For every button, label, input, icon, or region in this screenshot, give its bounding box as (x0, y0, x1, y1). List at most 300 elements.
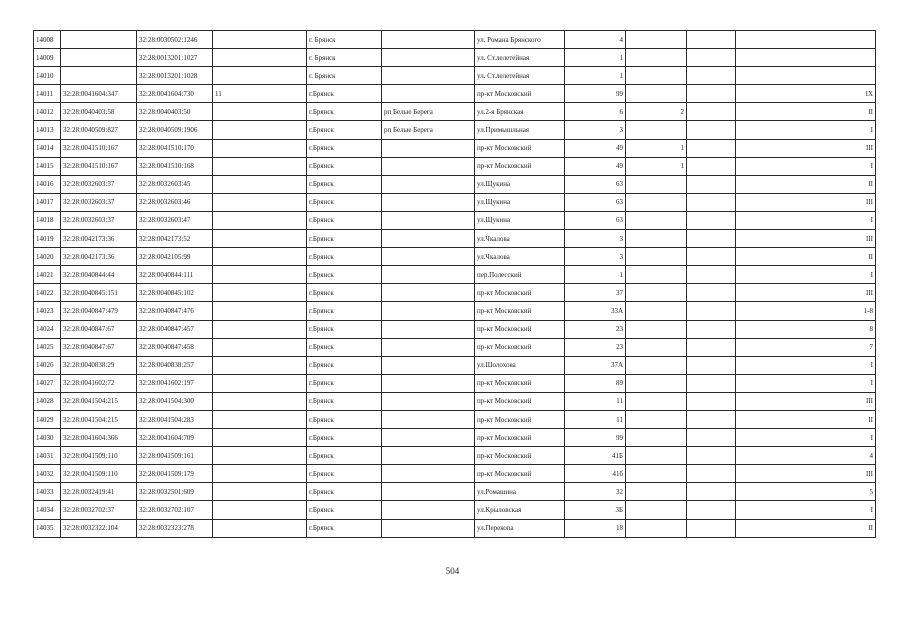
cell-object-cadastral: 32:28:0040847:457 (137, 320, 213, 338)
cell-row-number: 14033 (34, 483, 61, 501)
cell-row-number: 14031 (34, 447, 61, 465)
cell-room: 5 (736, 483, 876, 501)
cell-apartment (213, 67, 307, 85)
cell-house: 32 (565, 483, 626, 501)
cell-land-cadastral: 32:28:0042173:36 (61, 230, 137, 248)
cell-house: 3 (565, 248, 626, 266)
cell-apartment (213, 266, 307, 284)
cell-object-cadastral: 32:28:0013201:1027 (137, 49, 213, 67)
table-row (34, 392, 876, 410)
cell-land-cadastral (61, 67, 137, 85)
cell-building (626, 320, 687, 338)
registry-table (33, 30, 876, 538)
cell-apartment (213, 338, 307, 356)
cell-city: г.Брянск (307, 157, 382, 175)
cell-house: 11 (565, 410, 626, 428)
cell-section (687, 31, 736, 49)
table-row (34, 429, 876, 447)
cell-apartment (213, 248, 307, 266)
cell-city: г.Брянск (307, 302, 382, 320)
cell-building (626, 31, 687, 49)
cell-row-number: 14018 (34, 211, 61, 229)
cell-street: ул. Романа Брянского (475, 31, 565, 49)
cell-row-number: 14030 (34, 429, 61, 447)
cell-building (626, 410, 687, 428)
cell-room: III (736, 139, 876, 157)
cell-settlement (382, 67, 475, 85)
cell-house: 1 (565, 266, 626, 284)
cell-section (687, 356, 736, 374)
cell-city: г.Брянск (307, 121, 382, 139)
cell-apartment (213, 193, 307, 211)
cell-building (626, 67, 687, 85)
table-row (34, 501, 876, 519)
cell-section (687, 519, 736, 537)
cell-room: I (736, 121, 876, 139)
cell-settlement (382, 501, 475, 519)
cell-room: III (736, 284, 876, 302)
cell-row-number: 14034 (34, 501, 61, 519)
cell-apartment (213, 49, 307, 67)
cell-apartment (213, 410, 307, 428)
table-row (34, 248, 876, 266)
cell-object-cadastral: 32:28:0013201:1028 (137, 67, 213, 85)
cell-settlement (382, 85, 475, 103)
table-row (34, 230, 876, 248)
table-row (34, 67, 876, 85)
page-number: 504 (445, 566, 460, 576)
cell-city: г.Брянск (307, 103, 382, 121)
cell-city: г.Брянск (307, 248, 382, 266)
cell-row-number: 14024 (34, 320, 61, 338)
cell-room: 8 (736, 320, 876, 338)
cell-land-cadastral: 32:28:0041509:110 (61, 465, 137, 483)
cell-building (626, 230, 687, 248)
cell-object-cadastral: 32:28:0041604:730 (137, 85, 213, 103)
cell-row-number: 14028 (34, 392, 61, 410)
cell-room: III (736, 193, 876, 211)
cell-street: пр-кт Московский (475, 157, 565, 175)
cell-apartment (213, 302, 307, 320)
cell-room (736, 31, 876, 49)
cell-section (687, 157, 736, 175)
cell-street: пр-кт Московский (475, 392, 565, 410)
cell-building (626, 392, 687, 410)
cell-house: 37А (565, 356, 626, 374)
cell-street: ул.Крыловская (475, 501, 565, 519)
cell-settlement (382, 175, 475, 193)
cell-row-number: 14015 (34, 157, 61, 175)
cell-house: 33А (565, 302, 626, 320)
cell-land-cadastral: 32:28:0041602:72 (61, 374, 137, 392)
cell-section (687, 230, 736, 248)
cell-row-number: 14011 (34, 85, 61, 103)
cell-section (687, 320, 736, 338)
cell-city: г.Брянск (307, 211, 382, 229)
cell-house: 41Б (565, 447, 626, 465)
cell-row-number: 14029 (34, 410, 61, 428)
cell-room: III (736, 465, 876, 483)
table-row (34, 338, 876, 356)
cell-section (687, 374, 736, 392)
cell-section (687, 392, 736, 410)
cell-house: 49 (565, 139, 626, 157)
cell-apartment (213, 465, 307, 483)
cell-apartment (213, 374, 307, 392)
cell-land-cadastral: 32:28:0040509:827 (61, 121, 137, 139)
cell-building (626, 211, 687, 229)
cell-settlement (382, 392, 475, 410)
cell-row-number: 14021 (34, 266, 61, 284)
cell-object-cadastral: 32:28:0032323:278 (137, 519, 213, 537)
cell-room: II (736, 410, 876, 428)
cell-street: ул.Чкалова (475, 230, 565, 248)
cell-land-cadastral: 32:28:0041604:366 (61, 429, 137, 447)
cell-land-cadastral: 32:28:0042173:36 (61, 248, 137, 266)
cell-apartment (213, 121, 307, 139)
cell-section (687, 175, 736, 193)
cell-building (626, 49, 687, 67)
cell-house: 4 (565, 31, 626, 49)
cell-room: II (736, 248, 876, 266)
cell-city: г.Брянск (307, 392, 382, 410)
cell-room: 1-8 (736, 302, 876, 320)
cell-apartment (213, 139, 307, 157)
cell-land-cadastral: 32:28:0040403:58 (61, 103, 137, 121)
cell-street: пер.Полесский (475, 266, 565, 284)
cell-section (687, 284, 736, 302)
cell-building (626, 85, 687, 103)
cell-street: ул.Перекопа (475, 519, 565, 537)
cell-building (626, 266, 687, 284)
cell-city: г.Брянск (307, 374, 382, 392)
cell-room: I (736, 374, 876, 392)
cell-row-number: 14010 (34, 67, 61, 85)
cell-land-cadastral: 32:28:0041509:110 (61, 447, 137, 465)
cell-street: пр-кт Московский (475, 320, 565, 338)
table-row (34, 211, 876, 229)
cell-room: II (736, 175, 876, 193)
table-row (34, 320, 876, 338)
cell-land-cadastral: 32:28:0041504:215 (61, 392, 137, 410)
cell-apartment (213, 103, 307, 121)
cell-row-number: 14022 (34, 284, 61, 302)
cell-house: 23 (565, 320, 626, 338)
cell-city: г.Брянск (307, 266, 382, 284)
cell-city: г.Брянск (307, 465, 382, 483)
cell-settlement (382, 230, 475, 248)
cell-section (687, 447, 736, 465)
cell-room: I (736, 211, 876, 229)
cell-land-cadastral: 32:28:0040844:44 (61, 266, 137, 284)
cell-land-cadastral: 32:28:0032702:37 (61, 501, 137, 519)
cell-land-cadastral: 32:28:0040847:67 (61, 320, 137, 338)
cell-object-cadastral: 32:28:0042173:52 (137, 230, 213, 248)
cell-land-cadastral: 32:28:0032322:104 (61, 519, 137, 537)
cell-apartment (213, 519, 307, 537)
table-row (34, 284, 876, 302)
cell-settlement (382, 302, 475, 320)
cell-house: 89 (565, 374, 626, 392)
cell-street: ул. Ст.лелетейная (475, 67, 565, 85)
cell-city: г.Брянск (307, 338, 382, 356)
cell-building (626, 374, 687, 392)
cell-object-cadastral: 32:28:0041509:179 (137, 465, 213, 483)
cell-land-cadastral: 32:28:0032419:41 (61, 483, 137, 501)
table-row (34, 465, 876, 483)
cell-section (687, 49, 736, 67)
cell-land-cadastral: 32:28:0041510:167 (61, 139, 137, 157)
cell-street: ул.Щукина (475, 193, 565, 211)
cell-section (687, 121, 736, 139)
table-row (34, 139, 876, 157)
cell-building (626, 465, 687, 483)
table-row (34, 447, 876, 465)
cell-section (687, 248, 736, 266)
cell-city: г.Брянск (307, 230, 382, 248)
cell-settlement (382, 447, 475, 465)
cell-city: г.Брянск (307, 284, 382, 302)
cell-building: 1 (626, 139, 687, 157)
cell-object-cadastral: 32:28:0040845:102 (137, 284, 213, 302)
cell-row-number: 14009 (34, 49, 61, 67)
cell-section (687, 302, 736, 320)
cell-settlement (382, 410, 475, 428)
table-row (34, 85, 876, 103)
cell-object-cadastral: 32:28:0042105:99 (137, 248, 213, 266)
table-row (34, 302, 876, 320)
cell-street: пр-кт Московский (475, 465, 565, 483)
cell-room: II (736, 103, 876, 121)
cell-apartment (213, 157, 307, 175)
cell-object-cadastral: 32:28:0041602:197 (137, 374, 213, 392)
cell-house: 63 (565, 175, 626, 193)
cell-street: пр-кт Московский (475, 410, 565, 428)
cell-city: г.Брянск (307, 356, 382, 374)
cell-room: 4 (736, 447, 876, 465)
cell-row-number: 14008 (34, 31, 61, 49)
cell-section (687, 483, 736, 501)
cell-building (626, 284, 687, 302)
cell-room: III (736, 230, 876, 248)
cell-section (687, 103, 736, 121)
cell-house: 23 (565, 338, 626, 356)
cell-object-cadastral: 32:28:0041510:170 (137, 139, 213, 157)
cell-street: ул.Чкалова (475, 248, 565, 266)
cell-land-cadastral: 32:28:0040845:151 (61, 284, 137, 302)
cell-settlement (382, 356, 475, 374)
cell-street: ул.Примышльная (475, 121, 565, 139)
cell-object-cadastral: 32:28:0032603:46 (137, 193, 213, 211)
cell-city: г. Брянск (307, 31, 382, 49)
cell-land-cadastral: 32:28:0032603:37 (61, 175, 137, 193)
cell-object-cadastral: 32:28:0040847:476 (137, 302, 213, 320)
cell-street: ул. Ст.лелетейная (475, 49, 565, 67)
cell-street: ул.Шолохова (475, 356, 565, 374)
cell-city: г.Брянск (307, 175, 382, 193)
cell-building (626, 338, 687, 356)
cell-settlement (382, 211, 475, 229)
cell-settlement (382, 193, 475, 211)
cell-street: пр-кт Московский (475, 338, 565, 356)
cell-settlement (382, 49, 475, 67)
cell-section (687, 193, 736, 211)
cell-object-cadastral: 32:28:0032603:47 (137, 211, 213, 229)
cell-settlement (382, 266, 475, 284)
table-row (34, 157, 876, 175)
cell-apartment (213, 320, 307, 338)
table-row (34, 483, 876, 501)
cell-section (687, 139, 736, 157)
cell-building (626, 356, 687, 374)
table-row (34, 266, 876, 284)
cell-city: г.Брянск (307, 410, 382, 428)
cell-building (626, 193, 687, 211)
cell-house: 3Б (565, 501, 626, 519)
cell-section (687, 266, 736, 284)
cell-settlement (382, 374, 475, 392)
cell-room: 7 (736, 338, 876, 356)
cell-city: г.Брянск (307, 483, 382, 501)
cell-street: пр-кт Московский (475, 139, 565, 157)
cell-room: I (736, 501, 876, 519)
cell-settlement (382, 429, 475, 447)
cell-row-number: 14017 (34, 193, 61, 211)
cell-row-number: 14013 (34, 121, 61, 139)
table-row (34, 49, 876, 67)
cell-room: III (736, 392, 876, 410)
cell-house: 37 (565, 284, 626, 302)
cell-row-number: 14023 (34, 302, 61, 320)
cell-row-number: 14014 (34, 139, 61, 157)
cell-city: г. Брянск (307, 67, 382, 85)
cell-settlement (382, 465, 475, 483)
cell-apartment (213, 356, 307, 374)
cell-building: 2 (626, 103, 687, 121)
cell-row-number: 14032 (34, 465, 61, 483)
cell-house: 1 (565, 67, 626, 85)
cell-city: г.Брянск (307, 447, 382, 465)
cell-house: 3 (565, 230, 626, 248)
cell-apartment (213, 447, 307, 465)
cell-street: пр-кт Московский (475, 447, 565, 465)
cell-land-cadastral: 32:28:0040838:29 (61, 356, 137, 374)
cell-city: г.Брянск (307, 519, 382, 537)
cell-street: ул.Щукина (475, 175, 565, 193)
cell-object-cadastral: 32:28:0040403:50 (137, 103, 213, 121)
table-row (34, 31, 876, 49)
cell-settlement (382, 338, 475, 356)
cell-section (687, 211, 736, 229)
cell-object-cadastral: 32:28:0041604:709 (137, 429, 213, 447)
cell-object-cadastral: 32:28:0032603:45 (137, 175, 213, 193)
cell-object-cadastral: 32:28:0040509:1906 (137, 121, 213, 139)
cell-apartment (213, 392, 307, 410)
cell-house: 1 (565, 49, 626, 67)
cell-section (687, 410, 736, 428)
cell-room: I (736, 157, 876, 175)
cell-land-cadastral (61, 49, 137, 67)
cell-section (687, 465, 736, 483)
cell-section (687, 85, 736, 103)
cell-object-cadastral: 32:28:0041510:168 (137, 157, 213, 175)
cell-street: пр-кт Московский (475, 284, 565, 302)
cell-land-cadastral: 32:28:0041510:167 (61, 157, 137, 175)
cell-building (626, 519, 687, 537)
cell-street: пр-кт Московский (475, 302, 565, 320)
cell-object-cadastral: 32:28:0040847:458 (137, 338, 213, 356)
cell-apartment (213, 501, 307, 519)
cell-city: г.Брянск (307, 501, 382, 519)
cell-apartment (213, 211, 307, 229)
cell-room: IX (736, 85, 876, 103)
cell-object-cadastral: 32:28:0040844:111 (137, 266, 213, 284)
cell-settlement: рп Белые Берега (382, 103, 475, 121)
cell-row-number: 14027 (34, 374, 61, 392)
cell-row-number: 14012 (34, 103, 61, 121)
cell-city: г.Брянск (307, 429, 382, 447)
table-row (34, 374, 876, 392)
cell-object-cadastral: 32:28:0041509:161 (137, 447, 213, 465)
cell-house: 6 (565, 103, 626, 121)
cell-object-cadastral: 32:28:0041504:300 (137, 392, 213, 410)
cell-settlement (382, 519, 475, 537)
cell-city: г.Брянск (307, 193, 382, 211)
table-row (34, 103, 876, 121)
cell-object-cadastral: 32:28:0030502:1246 (137, 31, 213, 49)
cell-settlement (382, 320, 475, 338)
cell-street: ул.2-я Брянская (475, 103, 565, 121)
cell-row-number: 14019 (34, 230, 61, 248)
cell-land-cadastral: 32:28:0041604:347 (61, 85, 137, 103)
cell-house: 99 (565, 85, 626, 103)
cell-settlement (382, 284, 475, 302)
cell-room: I (736, 266, 876, 284)
table-row (34, 410, 876, 428)
cell-settlement (382, 483, 475, 501)
cell-house: 63 (565, 211, 626, 229)
cell-street: ул.Щукина (475, 211, 565, 229)
cell-house: 63 (565, 193, 626, 211)
cell-city: г. Брянск (307, 49, 382, 67)
cell-section (687, 338, 736, 356)
registry-table-body (34, 31, 876, 538)
cell-city: г.Брянск (307, 320, 382, 338)
cell-building (626, 447, 687, 465)
cell-row-number: 14016 (34, 175, 61, 193)
cell-row-number: 14025 (34, 338, 61, 356)
cell-building (626, 483, 687, 501)
cell-settlement: рп Белые Берега (382, 121, 475, 139)
cell-settlement (382, 31, 475, 49)
cell-section (687, 501, 736, 519)
cell-room: I (736, 429, 876, 447)
cell-building: 1 (626, 157, 687, 175)
cell-building (626, 429, 687, 447)
cell-land-cadastral (61, 31, 137, 49)
cell-row-number: 14020 (34, 248, 61, 266)
cell-object-cadastral: 32:28:0032501:609 (137, 483, 213, 501)
cell-settlement (382, 139, 475, 157)
cell-room (736, 49, 876, 67)
cell-street: пр-кт Московский (475, 374, 565, 392)
cell-room: I (736, 356, 876, 374)
cell-settlement (382, 157, 475, 175)
table-row (34, 356, 876, 374)
cell-land-cadastral: 32:28:0032603:37 (61, 211, 137, 229)
cell-room: II (736, 519, 876, 537)
cell-building (626, 501, 687, 519)
